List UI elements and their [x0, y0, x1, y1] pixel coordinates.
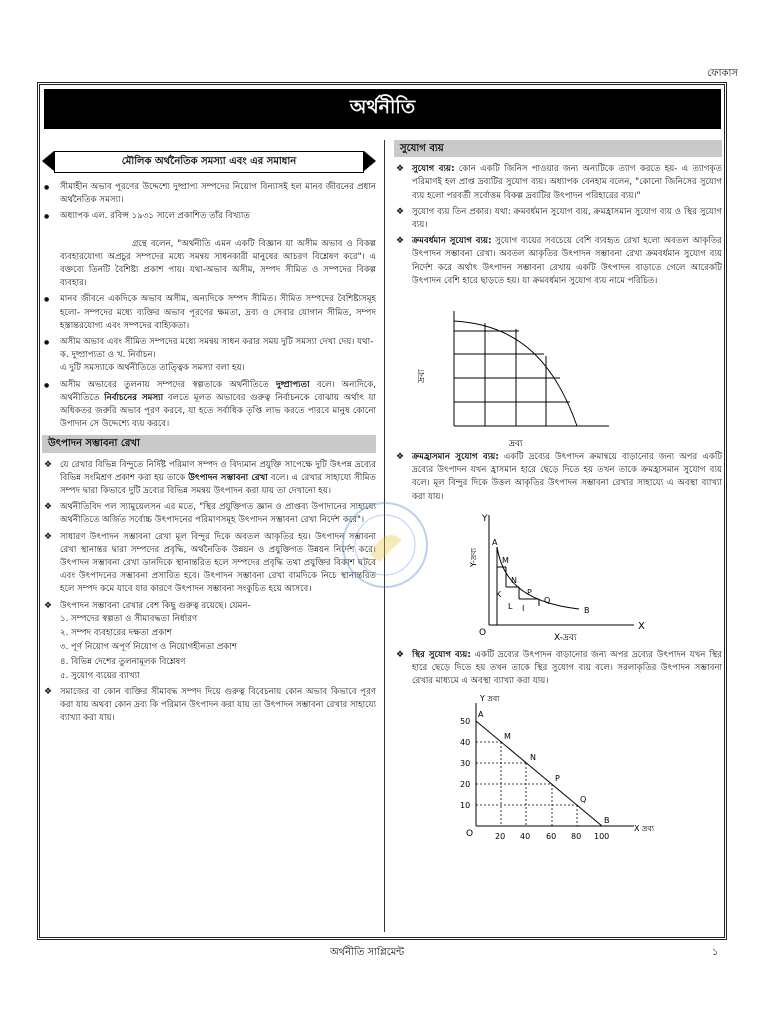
paragraph-text: যে রেখার বিভিন্ন বিন্দুতে নির্দিষ্ট পরিমাণ সম্পদ ও বিদ্যমান প্রযুক্তি সাপেক্ষে দুটি উৎপন্ন দ্রব্যের বিভিন্ন সংমিশ্রণ প্রকাশ করা হয় তাকে	[60, 459, 376, 483]
fig2-point-label: K	[496, 589, 502, 599]
bold-term: নির্বাচনের সমস্যা	[104, 392, 164, 403]
bold-term: দুষ্প্রাপ্যতা	[276, 379, 310, 390]
paragraph-text: অসীম অভাবের তুলনায় সম্পদের স্বল্পতাকে অর্থনীতিতে	[60, 379, 269, 390]
list-item	[394, 649, 722, 689]
fig3-x-label: X দ্রব্য	[634, 824, 655, 834]
page-title: অর্থনীতি	[44, 89, 721, 129]
fig3-point-label: A	[478, 710, 484, 720]
list-item	[42, 600, 376, 683]
fig3-y-tick: 50	[460, 717, 471, 727]
section-heading: উৎপাদন সম্ভাবনা রেখা	[42, 435, 376, 452]
right-list	[394, 163, 722, 288]
fig3-point-label: P	[555, 774, 560, 784]
fig3-gridlines	[476, 742, 577, 826]
fig2-point-label: L	[508, 601, 513, 611]
paragraph-text: কোন একটি জিনিস পাওয়ার জন্য অন্যটিকে ত্যাগ করতে হয়- এ ত্যাগকৃত পরিমাণই হল প্রাপ্ত দ্রব্যটির সুযোগ ব্যয়। অধ্যাপক বেনহাম বলেন, "কোনো জিনিসের সুযোগ ব্যয় হলো পরবর্তী সর্বোত্তম বিকল্প দ্রব্যটির উৎপাদন পরিহারের ব্যয়।"	[412, 164, 722, 201]
list-item: ❖ সমাজের বা কোন ব্যক্তির সীমাবদ্ধ সম্পদ দিয়ে গুরুত্ব বিবেচনায় কোন অভাব কিভাবে পূরণ করা যায় অথবা কোন দ্রব্য কি পরিমান উৎপাদন করা যায় তা উৎপাদন সম্ভাবনা রেখার সাহায্যে ব্যাখ্যা করা যায়।	[42, 686, 376, 726]
fig3-point-label: Q	[580, 795, 587, 805]
fig1-x-label: দ্রব্য	[509, 439, 523, 450]
fig2-origin: O	[479, 627, 487, 638]
constant-cost-figure	[394, 691, 722, 851]
fig2-point-label: P	[527, 587, 532, 597]
fig3-y-label: Y দ্রব্য	[480, 694, 500, 704]
fig2-y-label: Y-দ্রব্য	[469, 547, 478, 567]
left-column	[42, 147, 376, 729]
fig3-point-label: M	[504, 732, 511, 742]
numbered-item: ১. সম্পদের স্বল্পতা ও সীমাবদ্ধতা নির্ধারণ	[60, 613, 198, 624]
list-item	[394, 451, 722, 504]
fig3-point-label: B	[604, 816, 610, 826]
bold-term: সুযোগ ব্যয়:	[412, 164, 455, 175]
fig2-point-label: A	[492, 537, 498, 547]
fig2-point-label: N	[511, 575, 517, 585]
right-list-3	[394, 649, 722, 689]
paragraph-text: বলতে মূলত অভাবের গুরুত্ব নির্বাচনকে বোঝায় অর্থাৎ যা অধিকতর জরুরি অভাব পূরণ করবে, যা হতে সর্বাধিক তৃপ্তি লাভ করতে পারবে মানুষ কোনো উপাদান সে উদ্দেশ্যে ব্যয় করবে।	[60, 392, 377, 430]
fig3-line	[476, 721, 602, 826]
fig3-x-tick: 100	[594, 832, 610, 842]
fig2-x-label: X-দ্রব্য	[554, 632, 577, 643]
list-item: ● সীমাহীন অভাব পূরণের উদ্দেশ্যে দুষ্প্রাপ্য সম্পদের নিয়োগ বিন্যাসই হল মানব জীবনের প্রধান অর্থনৈতিক সমস্যা।	[42, 181, 376, 207]
seal-emblem	[370, 535, 402, 562]
left-list-2	[42, 459, 376, 726]
fig3-y-tick: 40	[460, 738, 471, 748]
paragraph-text: বলে। অন্যদিকে, অর্থনীতিতে	[60, 379, 376, 403]
paragraph-text: একটি দ্রব্যের উৎপাদন ক্রমান্বয়ে বাড়ানোর জন্য অপর একটি দ্রব্যের উৎপাদন যখন হ্রাসমান হারে ছেড়ে দিতে হয় তখন তাকে ক্রমহ্রাসমান সুযোগ ব্যয় বলে। মূল বিন্দুর দিকে উত্তল আকৃতির উৎপাদন সম্ভাবনা রেখার সাহায্যে এ অবস্থা ব্যাখ্যা করা যায়।	[412, 452, 723, 502]
fig2-y-axis-letter: Y	[482, 513, 488, 524]
paragraph-text: এ দুটি সমস্যাকে অর্থনীতিতে তাত্ত্বিক সমস্যা বলা হয়।	[60, 363, 245, 374]
bold-term: স্থির সুযোগ ব্যয়:	[412, 649, 471, 660]
right-column	[394, 140, 722, 851]
page-number: ১	[712, 947, 719, 958]
header-tag: ফোকাস	[707, 68, 738, 79]
fig3-y-tick: 20	[460, 780, 471, 790]
fig2-point-label: M	[502, 555, 509, 565]
list-item	[394, 235, 722, 288]
fig3-lines	[476, 703, 634, 826]
decreasing-cost-figure	[394, 507, 722, 649]
fig3-x-tick: 80	[571, 832, 582, 842]
list-item	[42, 336, 376, 376]
fig3-x-tick: 40	[520, 832, 531, 842]
list-item	[394, 163, 722, 203]
fig2-point-label: Q	[544, 595, 551, 605]
fig3-x-tick: 20	[495, 832, 506, 842]
section-heading: সুযোগ ব্যয়	[394, 140, 722, 157]
list-item: ❖ অর্থনীতিবিদ পল স্যামুয়েলসন এর মতে, "স্থির প্রযুক্তিগত জ্ঞান ও প্রাপ্তব্য উপাদানের সাহায্যে অর্থনীতিতে অর্জিত সর্বোচ্চ উৎপাদনের পরিমাণসমূহ উৎপাদন সম্ভাবনা রেখা নির্দেশ করে"।	[42, 501, 376, 527]
numbered-item: ২. সম্পদ ব্যবহারের দক্ষতা প্রকাশ	[60, 628, 172, 639]
fig3-origin: O	[466, 829, 474, 840]
fig3-y-tick: 10	[460, 801, 471, 811]
paragraph-text: ক. দুষ্প্রাপ্যতা ও খ. নির্বাচন।	[60, 350, 156, 361]
list-item	[42, 379, 376, 432]
left-list	[42, 181, 376, 431]
fig1-y-label: দ্রব্য	[417, 369, 427, 383]
numbered-item: ৫. সুযোগ ব্যয়ের ব্যাখ্যা	[60, 670, 140, 681]
paragraph-text: অসীম অভাব এবং সীমিত সম্পদের মধ্যে সমন্বয় সাধন করার সময় দুটি সমস্যা দেখা দেয়। যথা-	[60, 337, 374, 348]
section-banner: মৌলিক অর্থনৈতিক সমস্যা এবং এর সমাধান	[54, 151, 364, 173]
numbered-item: ৪. বিভিন্ন দেশের তুলনামূলক বিশ্লেষণ	[60, 656, 186, 667]
fig3-x-tick: 60	[546, 832, 557, 842]
list-item: ❖ সুযোগ ব্যয় তিন প্রকার। যথা: ক্রমবর্ধমান সুযোগ ব্যয়, ক্রমহ্রাসমান সুযোগ ব্যয় ও স্থির সুযোগ ব্যয়।	[394, 206, 722, 232]
list-item	[42, 210, 376, 290]
paragraph-text: উৎপাদন সম্ভাবনা রেখার বেশ কিছু গুরুত্ব রয়েছে। যেমন-	[60, 600, 251, 611]
footer-title: অর্থনীতি সাপ্লিমেন্ট	[330, 947, 405, 958]
paragraph-text: গ্রন্থে বলেন, "অর্থনীতি এমন একটি বিজ্ঞান যা অসীম অভাব ও বিকল্প ব্যবহারযোগ্য অপ্রচুর সম্পদের মধ্যে সমন্বয় সাধনকারী মানুষের আচরণ বিশ্লেষণ করে"। এ বক্তব্যে তিনটি বৈশিষ্ট্য প্রকাশ পায়। যথা-অভাব অসীম, সম্পদ সীমিত ও সম্পদের বিকল্প ব্যবহার।	[60, 238, 376, 289]
bold-term: উৎপাদন সম্ভাবনা রেখা	[188, 472, 268, 483]
watermark-seal	[340, 500, 430, 590]
increasing-cost-figure	[394, 291, 722, 451]
paragraph-text: সুযোগ ব্যয়ের সবচেয়ে বেশি ব্যবহৃত রেখা হলো অবতল আকৃতির উৎপাদন সম্ভাবনা রেখা। অবতল আকৃতির উৎপাদন সম্ভাবনা রেখা ক্রমবর্ধমান সুযোগ ব্যয় নির্দেশ করে অর্থাৎ উৎপাদন সম্ভাবনা রেখায় একটি উৎপাদন বাড়াতে গেলে আরেকটি উৎপাদন বেশি হারে ছাড়তে হয়। যা ক্রমবর্ধমান সুযোগ ব্যয় নামে পরিচিত।	[412, 236, 722, 286]
fig2-point-label: B	[584, 605, 590, 615]
bold-term: ক্রমহ্রাসমান সুযোগ ব্যয়:	[412, 452, 499, 463]
numbered-item: ৩. পূর্ণ নিয়োগ অপূর্ণ নিয়োগ ও নিয়োগহীনতা প্রকাশ	[60, 642, 237, 653]
paragraph-text: বলে। এ রেখার সাহায্যে সীমিত সম্পদ দ্বারা কিভাবে দুটি দ্রব্যের বিভিন্ন সমন্বয় উৎপাদন করা যায় তা দেখানো হয়।	[60, 472, 376, 497]
fig1-grid	[454, 311, 609, 426]
numbered-list	[60, 613, 376, 683]
paragraph-text: একটি দ্রব্যের উৎপাদন বাড়ানোর জন্য অপর দ্রব্যের উৎপাদন যখন স্থির হারে ছেড়ে দিতে হয় তখন তাকে স্থির সুযোগ ব্যয় বলে। সরলাকৃতির উৎপাদন সম্ভাবনা রেখার মাধ্যমে এ অবস্থা ব্যাখ্যা করা যায়।	[412, 649, 723, 687]
bold-term: ক্রমবর্ধমান সুযোগ ব্যয়:	[412, 236, 492, 247]
list-item	[42, 459, 376, 499]
list-item: ❖ সাধারণ উৎপাদন সম্ভাবনা রেখা মূল বিন্দুর দিকে অবতল আকৃতির হয়। উৎপাদন সম্ভাবনা রেখা স্থানান্তর দ্বারা সম্পদের প্রবৃদ্ধি, অর্থনৈতিক উন্নয়ন ও প্রযুক্তিগত উন্নয়ন নির্দেশ করে। উৎপাদন সম্ভাবনা রেখা ডানদিকে স্থানান্তরিত হলে সম্পদের প্রবৃদ্ধি তথা প্রযুক্তির বিকাশ ঘটবে এবং উৎপাদনের সম্ভাবনা প্রসারিত হবে। উৎপাদন সম্ভাবনা রেখা বামদিকে নিচে স্থানান্তরিত হলে সম্পদ কমে যাবে যার কারণে উৎপাদন সম্ভাবনা সংকুচিত হয়ে আসবে।	[42, 531, 376, 597]
fig3-point-label: N	[530, 753, 536, 763]
right-list-2	[394, 451, 722, 504]
fig2-x-axis-letter: X	[638, 620, 645, 632]
fig2-point-label: I	[522, 603, 525, 613]
fig3-y-tick: 30	[460, 759, 471, 769]
fig2-curve	[497, 547, 579, 609]
paragraph-text: অধ্যাপক এল. রবিন্স ১৯৩১ সালে প্রকাশিত তাঁর বিখ্যাত	[60, 211, 250, 222]
list-item: ● মানব জীবনে একদিকে অভাব অসীম, অন্যদিকে সম্পদ সীমিত। সীমিত সম্পদের বৈশিষ্ট্যসমূহ হলো- সম্পদের মধ্যে ব্যক্তির অভাব পূরণের ক্ষমতা, দ্রব্য ও সেবার যোগান সীমিত, সম্পদ হস্তান্তরযোগ্য এবং সম্পদের বাহ্যিকতা।	[42, 293, 376, 333]
